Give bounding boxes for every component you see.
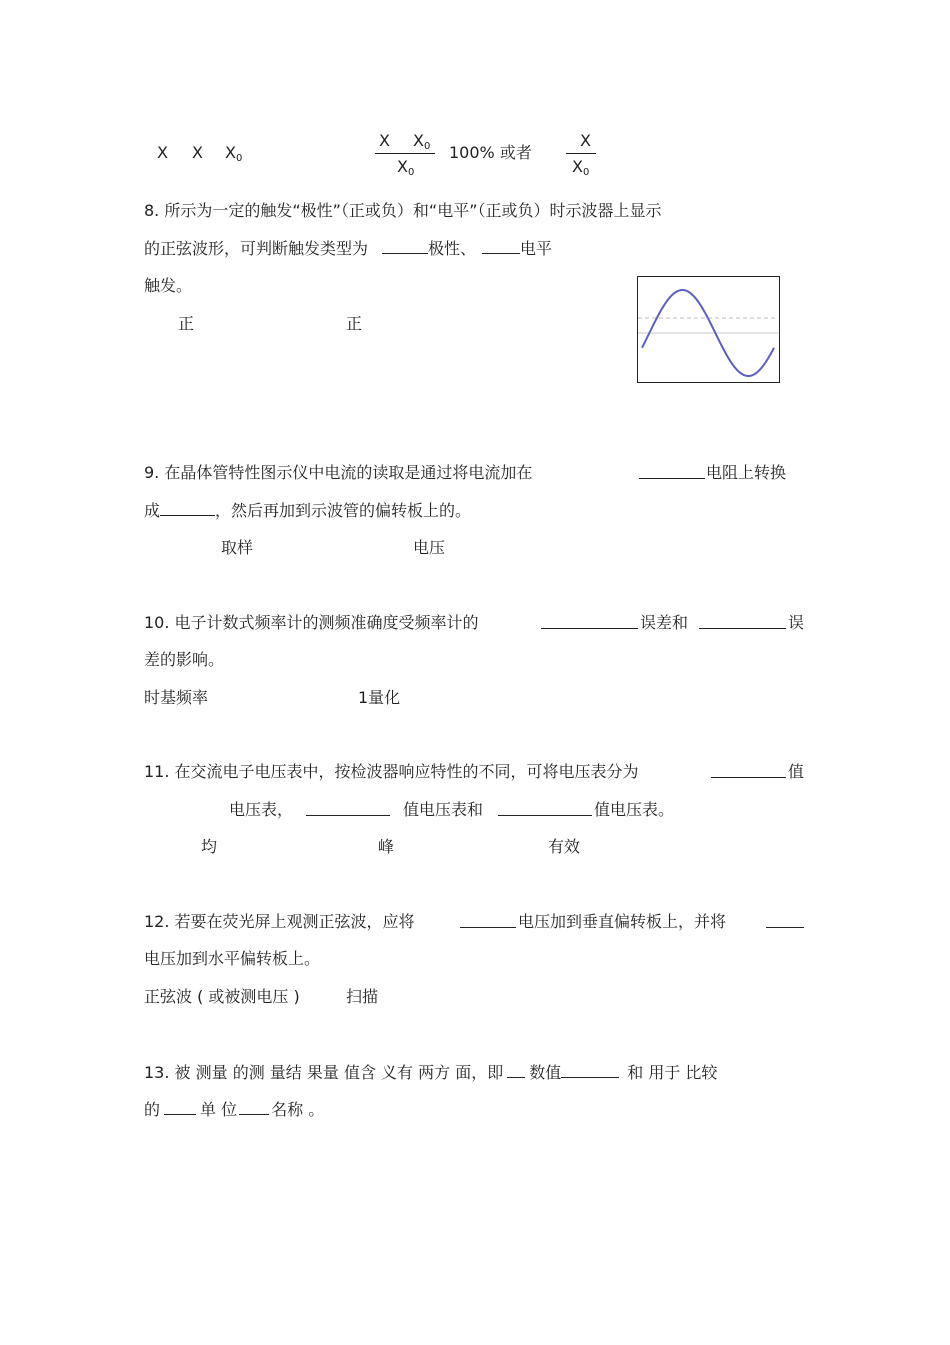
q9-blank-1[interactable] bbox=[639, 463, 705, 479]
q8-answer-1: 正 bbox=[178, 314, 195, 333]
q12-blank-1[interactable] bbox=[460, 912, 516, 928]
q12-answer-1: 正弦波 ( 或被测电压 ) bbox=[144, 987, 300, 1006]
q11-answer-3: 有效 bbox=[548, 837, 581, 856]
q11-line1a: 11. 在交流电子电压表中，按检波器响应特性的不同，可将电压表分为 bbox=[144, 762, 639, 781]
frac1-line bbox=[375, 153, 435, 154]
q13-blank-1[interactable] bbox=[507, 1062, 525, 1078]
q11-blank-3[interactable] bbox=[498, 800, 592, 816]
q12-line1a: 12. 若要在荧光屏上观测正弦波，应将 bbox=[144, 912, 415, 931]
q11-line2a: 电压表， bbox=[229, 800, 294, 819]
q10-line2: 差的影响。 bbox=[144, 650, 225, 669]
q10-answer-2: 1量化 bbox=[358, 688, 401, 707]
q9-answer-2: 电压 bbox=[413, 538, 446, 557]
q8-line3: 触发。 bbox=[144, 276, 193, 295]
q8-line1: 8. 所示为一定的触发“极性”（正或负）和“电平”（正或负）时示波器上显示 bbox=[144, 201, 662, 220]
q12-line1b: 电压加到垂直偏转板上，并将 bbox=[518, 912, 727, 931]
q13-blank-3[interactable] bbox=[164, 1099, 196, 1115]
q8-line2: 的正弦波形，可判断触发类型为 极性、 电平 bbox=[144, 239, 553, 258]
q10-line1a: 10. 电子计数式频率计的测频准确度受频率计的 bbox=[144, 613, 479, 632]
q9-blank-2[interactable] bbox=[160, 500, 215, 516]
q13-blank-4[interactable] bbox=[239, 1099, 269, 1115]
q9-line2: 成 ，然后再加到示波管的偏转板上的。 bbox=[144, 501, 472, 520]
q11-line2c: 值电压表。 bbox=[594, 800, 675, 819]
sine-waveform-svg bbox=[638, 277, 778, 381]
q10-line1b: 误差和 bbox=[640, 613, 689, 632]
percent-text: 100% 或者 bbox=[449, 143, 532, 162]
formula-lhs-x0: $X_0$ bbox=[225, 143, 243, 164]
q12-answer-2: 扫描 bbox=[346, 987, 379, 1006]
q11-blank-2[interactable] bbox=[306, 800, 390, 816]
q11-line2b: 值电压表和 bbox=[403, 800, 484, 819]
frac2-line bbox=[566, 153, 596, 154]
frac1-denominator: $X_0$ bbox=[397, 157, 415, 178]
frac1-numerator-x: X bbox=[379, 131, 390, 150]
frac2-denominator: $X_0$ bbox=[572, 157, 590, 178]
frac2-numerator: X bbox=[580, 131, 591, 150]
q10-answer-1: 时基频率 bbox=[144, 688, 209, 707]
q13-line2: 的 单 位 名称 。 bbox=[144, 1100, 325, 1119]
q10-line1c: 误 bbox=[788, 613, 805, 632]
q11-answer-1: 均 bbox=[201, 837, 218, 856]
sine-waveform-figure bbox=[637, 276, 780, 383]
q9-line1b: 电阻上转换 bbox=[706, 463, 787, 482]
q11-line1b: 值 bbox=[788, 762, 805, 781]
q11-blank-1[interactable] bbox=[711, 762, 786, 778]
formula-lhs-x2: X bbox=[192, 143, 203, 162]
q8-blank-1[interactable] bbox=[382, 238, 428, 254]
q13-line1: 13. 被 测量 的测 量结 果量 值含 义有 两方 面，即 数值 和 用于 比较 bbox=[144, 1063, 718, 1082]
q10-blank-2[interactable] bbox=[699, 613, 786, 629]
frac1-numerator-x0: $X_0$ bbox=[413, 131, 431, 152]
q8-blank-2[interactable] bbox=[482, 238, 520, 254]
q13-blank-2[interactable] bbox=[561, 1062, 619, 1078]
q8-answer-2: 正 bbox=[346, 314, 363, 333]
q12-line2: 电压加到水平偏转板上。 bbox=[144, 949, 321, 968]
q11-answer-2: 峰 bbox=[378, 837, 395, 856]
formula-lhs-x1: X bbox=[157, 143, 168, 162]
q9-answer-1: 取样 bbox=[221, 538, 254, 557]
q12-blank-2[interactable] bbox=[766, 912, 804, 928]
q9-line1a: 9. 在晶体管特性图示仪中电流的读取是通过将电流加在 bbox=[144, 463, 533, 482]
q10-blank-1[interactable] bbox=[541, 613, 638, 629]
